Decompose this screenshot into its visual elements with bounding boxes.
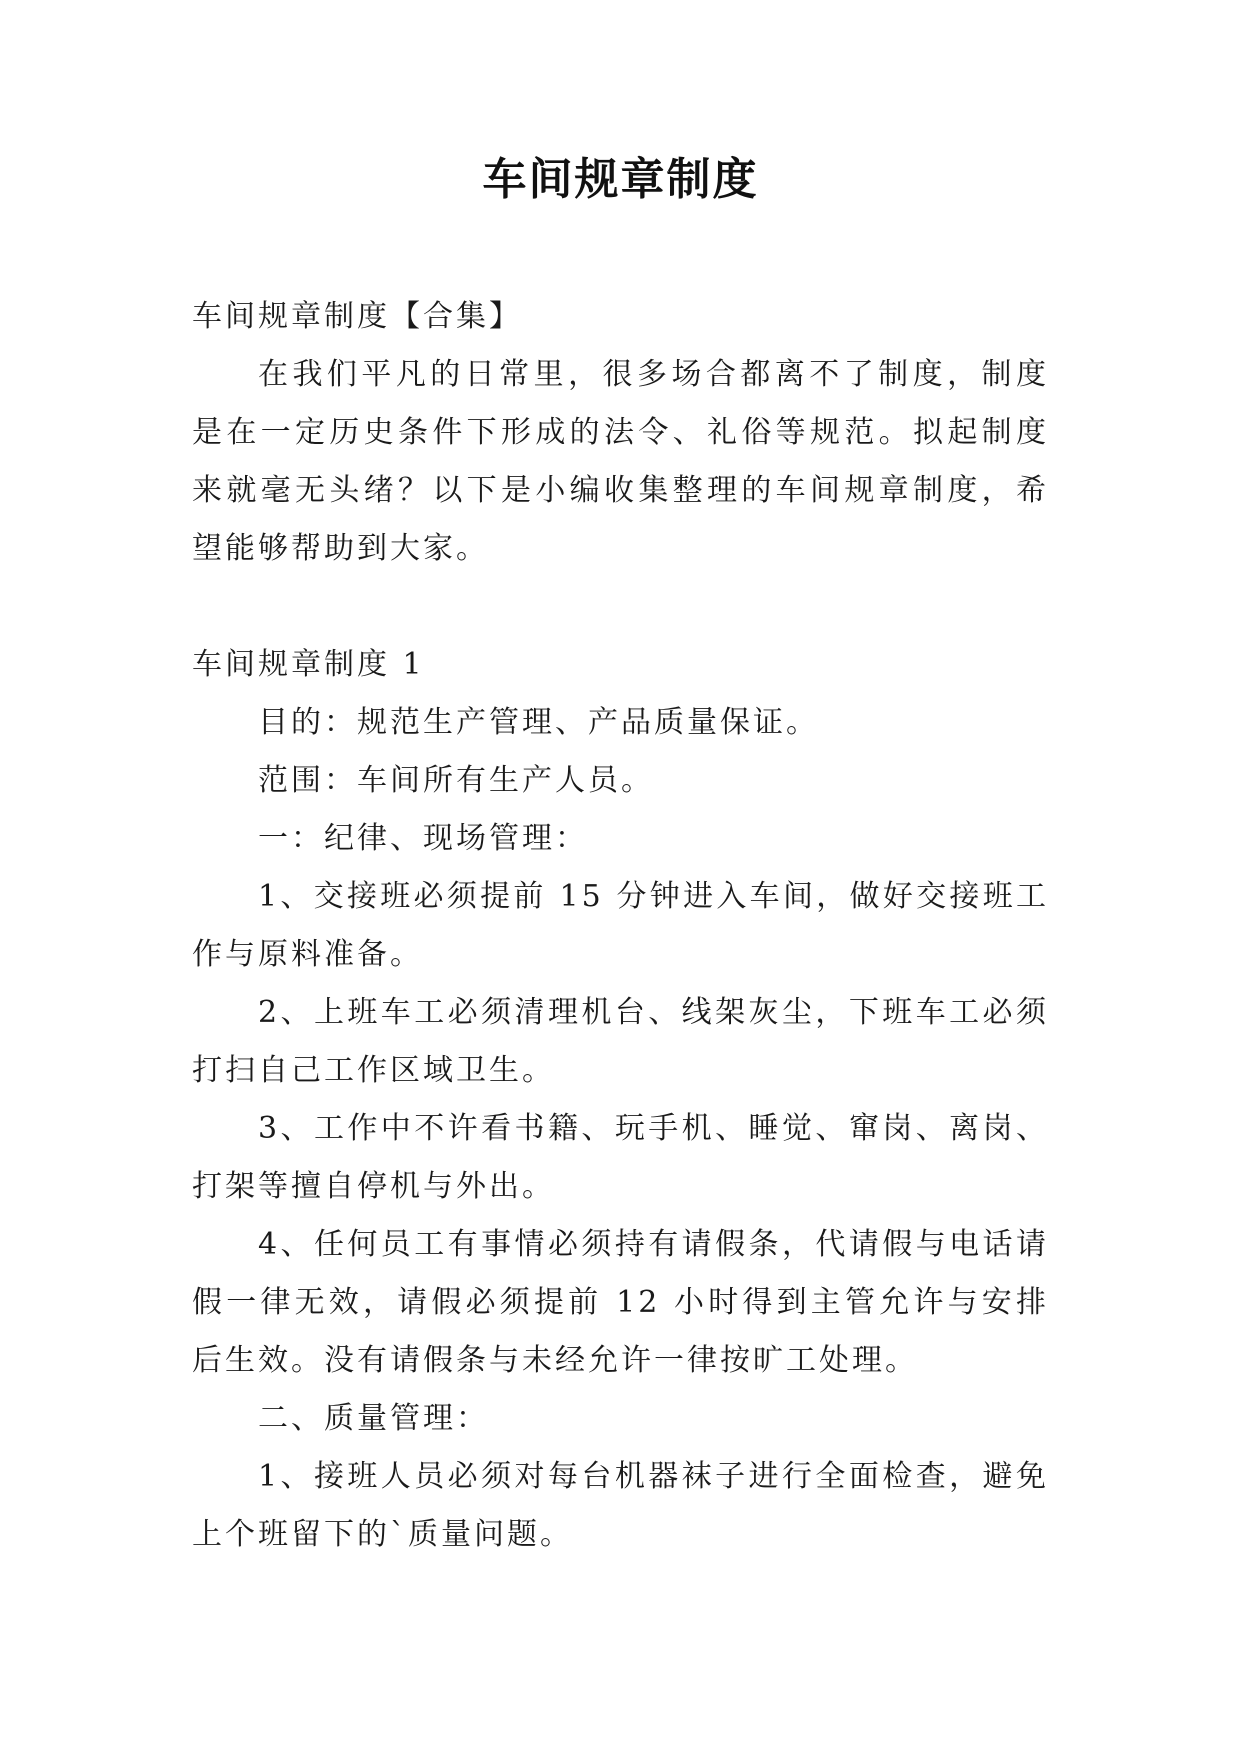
intro-paragraph: 在我们平凡的日常里，很多场合都离不了制度，制度是在一定历史条件下形成的法令、礼俗等规范。拟起制度来就毫无头绪？以下是小编收集整理的车间规章制度，希望能够帮助到大家。 bbox=[192, 357, 1049, 566]
rule-item: 3、工作中不许看书籍、玩手机、睡觉、窜岗、离岗、打架等擅自停机与外出。 bbox=[192, 1111, 1049, 1204]
document-body bbox=[192, 288, 1049, 1564]
rule-item: 4、任何员工有事情必须持有请假条，代请假与电话请假一律无效，请假必须提前 12 小时得到主管允许与安排后生效。没有请假条与未经允许一律按旷工处理。 bbox=[192, 1227, 1049, 1378]
section-heading: 车间规章制度 1 bbox=[192, 647, 425, 682]
scope-paragraph: 范围：车间所有生产人员。 bbox=[258, 763, 654, 798]
rule-item: 2、上班车工必须清理机台、线架灰尘，下班车工必须打扫自己工作区域卫生。 bbox=[192, 995, 1049, 1088]
part1-heading: 一：纪律、现场管理： bbox=[258, 821, 588, 856]
document-title: 车间规章制度 bbox=[482, 154, 759, 205]
purpose-paragraph: 目的：规范生产管理、产品质量保证。 bbox=[258, 705, 819, 740]
quality-item: 1、接班人员必须对每台机器袜子进行全面检查，避免上个班留下的`质量问题。 bbox=[192, 1459, 1049, 1552]
section-spacer bbox=[192, 578, 1049, 636]
rule-item: 1、交接班必须提前 15 分钟进入车间，做好交接班工作与原料准备。 bbox=[192, 879, 1049, 972]
document-subtitle: 车间规章制度【合集】 bbox=[192, 299, 522, 334]
part2-heading: 二、质量管理： bbox=[258, 1401, 489, 1436]
